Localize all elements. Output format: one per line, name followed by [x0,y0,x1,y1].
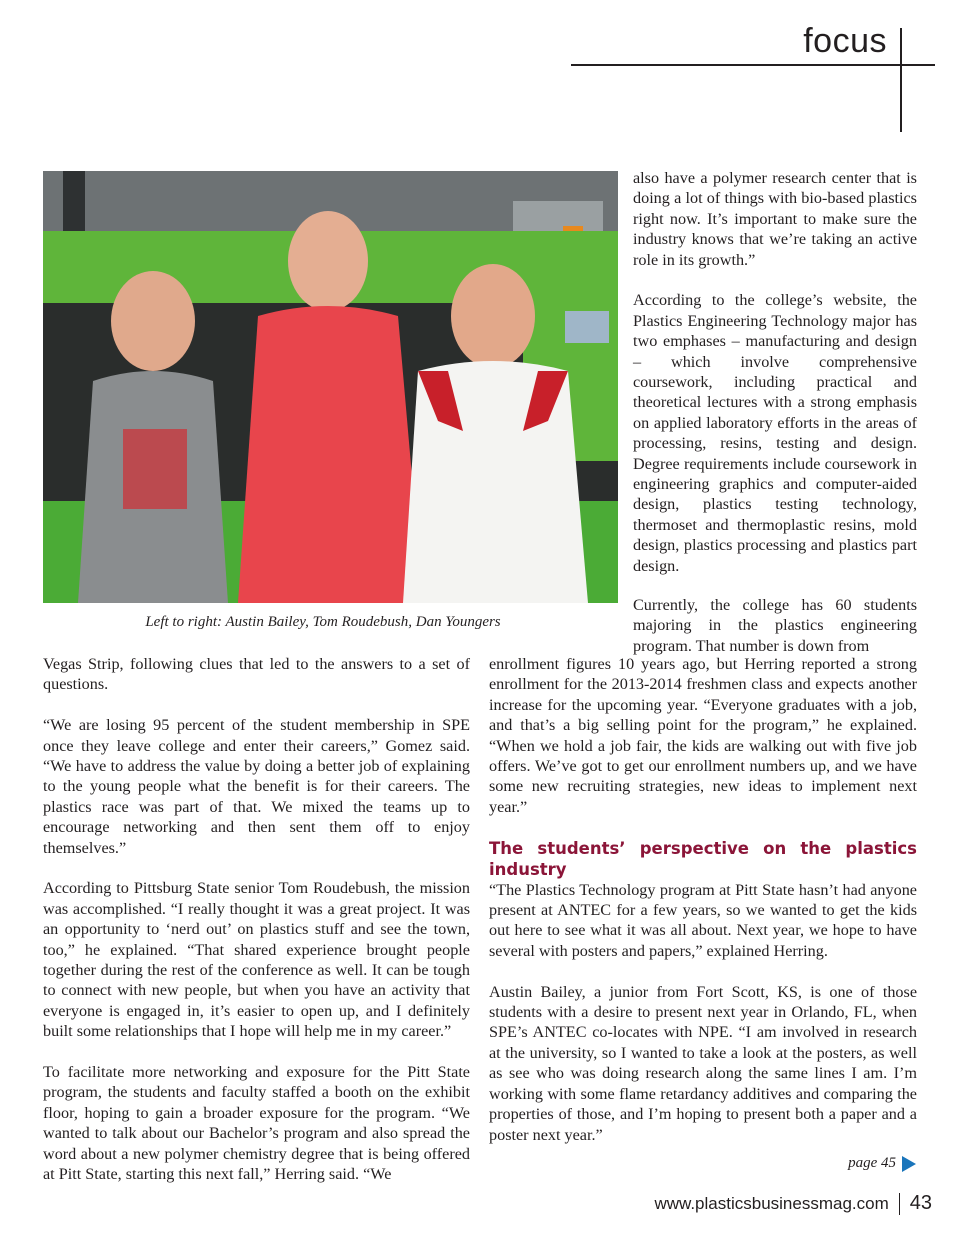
section-title: focus [803,22,887,60]
section-subhead: The students’ perspective on the plastics industry [489,838,917,879]
right-column-bottom [489,654,917,1145]
paragraph: “We are losing 95 percent of the student membership in SPE once they leave college and enter their careers,” Gomez said. “We have to address the value by doing a better job of explaining to the young people what the benefit is for their careers. The plastics race was part of that. We mixed the teams up to encourage networking and then sent them off to enjoy themselves.” [43,716,470,857]
paragraph: Vegas Strip, following clues that led to the answers to a set of questions. [43,655,470,694]
footer-url[interactable]: www.plasticsbusinessmag.com [654,1193,889,1213]
paragraph: To facilitate more networking and exposure for the Pitt State program, the students and faculty staffed a booth on the exhibit floor, hoping to gain a broader exposure for the program. “We wanted to talk about our Bachelor’s program and also spread the word about a new polymer chemistry degree that is being offered at Pitt State, starting this next fall,” Herring said. “We [43,1063,470,1184]
left-column [43,654,470,1185]
paragraph: enrollment figures 10 years ago, but Herring reported a strong enrollment for the 2013-2014 freshmen class and expects another increase for the upcoming year. “Everyone graduates with a job, and that’s a big selling point for the program,” he explained. “When we hold a job fair, the kids are walking out with five job offers. We’ve got to get our enrollment numbers up, and we have some new recruiting strategies, new ideas to implement next year.” [489,655,917,816]
page-number: 43 [909,1192,932,1214]
paragraph: also have a polymer research center that is doing a lot of things with bio-based plastics right now. It’s important to make sure the industry knows that we’re taking an active role in its growth.” [633,169,917,269]
right-column-flow-start [633,595,917,656]
paragraph: According to the college’s website, the Plastics Engineering Technology major has two emphases – manufacturing and design – which involve comprehensive coursework, including practical and theoretical lectures with a strong emphasis on applied laboratory efforts in the areas of processing, resins, testing and design. Degree requirements include coursework in engineering graphics and computer-aided design, plastics testing technology, thermoset and thermoplastic resins, mold design, plastics processing and plastics part design. [633,291,917,575]
header-rule-vertical [900,28,902,132]
paragraph: According to Pittsburg State senior Tom Roudebush, the mission was accomplished. “I really thought it was a great project. It was an opportunity to ‘nerd out’ on plastics stuff and see the town, too,” he explained. “That shared experience brought people together during the rest of the conference as well. It can be tough to connect with new people, but when you have an activity that everyone is engaged in, it’s easier to open up, and I definitely built some relationships that I hope will help me in my career.” [43,879,470,1041]
continued-link[interactable] [848,1155,916,1172]
footer-divider [899,1193,900,1215]
right-column-top [633,168,917,576]
arrow-right-icon [902,1156,916,1172]
paragraph: Austin Bailey, a junior from Fort Scott, KS, is one of those students with a desire to present next year in Orlando, FL, when SPE’s ANTEC co-locates with NPE. “I am involved in research at the university, so I wanted to take a look at the posters, as well as see who was doing research along the same lines I am. I’m working with some flame retardancy additives and comparing the properties of those, and I’m hoping to present both a paper and a poster next year.” [489,982,917,1144]
paragraph: Currently, the college has 60 students majoring in the plastics engineering program. That number is down from [633,596,917,655]
paragraph: “The Plastics Technology program at Pitt State hasn’t had anyone present at ANTEC for a few years, so we wanted to get the kids out here to see what it was all about. Next year, we hope to have several with posters and papers,” explained Herring. [489,880,917,960]
photo-caption: Left to right: Austin Bailey, Tom Roudebush, Dan Youngers [145,614,501,630]
continued-label: page 45 [848,1155,896,1171]
article-photo [43,171,618,603]
header-rule-horizontal [571,64,935,66]
page-footer [654,1192,932,1215]
